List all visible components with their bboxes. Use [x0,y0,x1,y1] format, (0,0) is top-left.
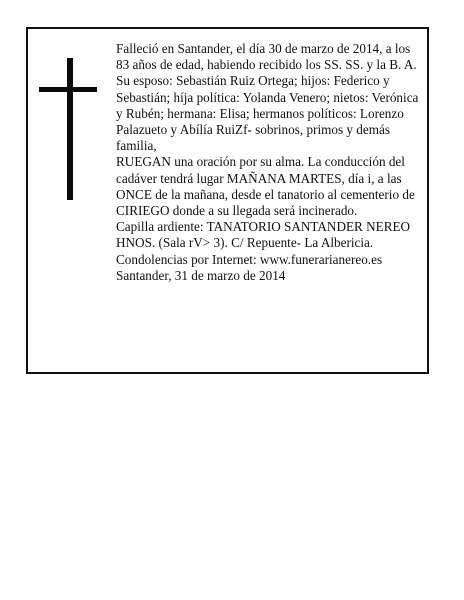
chapel-info: Capilla ardiente: TANATORIO SANTANDER NEREO HNOS. (Sala rV> 3). C/ Repuente- La Albericia. [116,219,411,251]
obituary-notice [26,27,429,374]
cross-horizontal-bar [39,87,97,92]
place-date: Santander, 31 de marzo de 2014 [116,267,286,283]
obituary-text [116,41,422,284]
cross-vertical-bar [67,58,73,200]
family-list: Su esposo: Sebastián Ruiz Ortega; hijos: Federico y Sebastián; híja política: Yolanda Venero; nietos: Verónica y Rubén; hermana: Elisa; hermanos políticos: Lorenzo Palazueto y Abílía RuiZf- sobrinos, primos y demás familia, [116,73,419,154]
death-announcement: Falleció en Santander, el día 30 de marzo de 2014, a los 83 años de edad, habiendo recibido los SS. SS. y la B. A. [116,41,417,73]
condolences-info: Condolencias por Internet: www.funerarianereo.es [116,251,383,267]
funeral-request: RUEGAN una oración por su alma. La conducción del cadáver tendrá lugar MAÑANA MARTES, día i, a las ONCE de la mañana, desde el tanatorio al cementerio de CIRIEGO donde a su llegada será incinerado. [116,154,415,219]
